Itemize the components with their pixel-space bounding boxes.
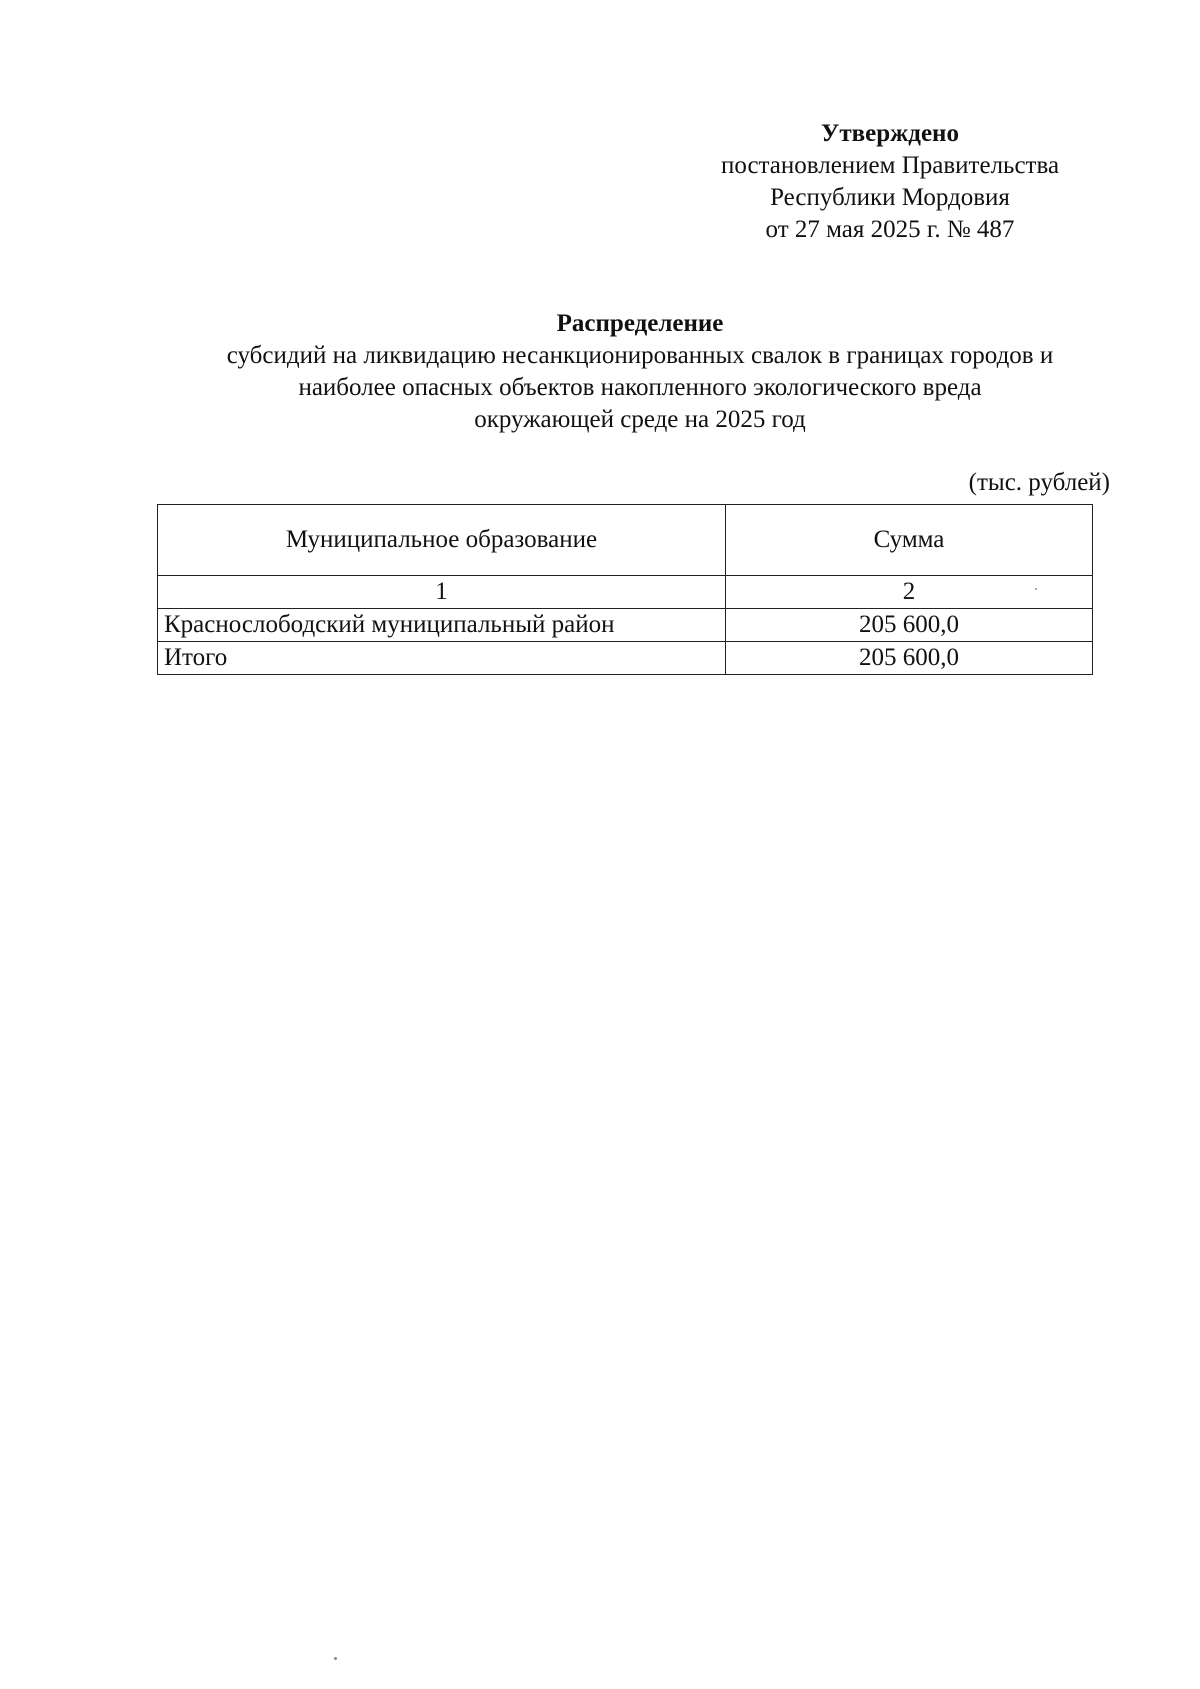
heading-line-3: окружающей среде на 2025 год	[474, 406, 806, 433]
table-row	[158, 609, 1093, 642]
heading-line-1: субсидий на ликвидацию несанкционированных свалок в границах городов и	[226, 342, 1054, 369]
scan-speck	[334, 1657, 337, 1660]
scan-speck	[1035, 588, 1037, 590]
header-sum: Сумма	[726, 505, 1093, 576]
approval-block	[680, 118, 1100, 246]
approval-line-2: Республики Мордовия	[770, 184, 1010, 211]
distribution-table	[157, 504, 1093, 675]
column-number-1: 1	[158, 576, 726, 609]
row-sum: 205 600,0	[726, 609, 1093, 642]
total-sum: 205 600,0	[726, 642, 1093, 675]
heading-line-2: наиболее опасных объектов накопленного экологического вреда	[298, 374, 982, 401]
document-title: Распределение	[556, 310, 724, 337]
approval-line-1: постановлением Правительства	[720, 152, 1060, 179]
total-label: Итого	[158, 642, 726, 675]
column-number-2: 2	[726, 576, 1093, 609]
table-header-row	[158, 505, 1093, 576]
header-municipality: Муниципальное образование	[158, 505, 726, 576]
column-number-row	[158, 576, 1093, 609]
approved-title: Утверждено	[821, 120, 959, 147]
units-label: (тыс. рублей)	[968, 469, 1110, 496]
row-name: Краснослободский муниципальный район	[158, 609, 726, 642]
table-row-total	[158, 642, 1093, 675]
approval-line-3: от 27 мая 2025 г. № 487	[765, 216, 1015, 243]
document-heading	[150, 308, 1130, 436]
